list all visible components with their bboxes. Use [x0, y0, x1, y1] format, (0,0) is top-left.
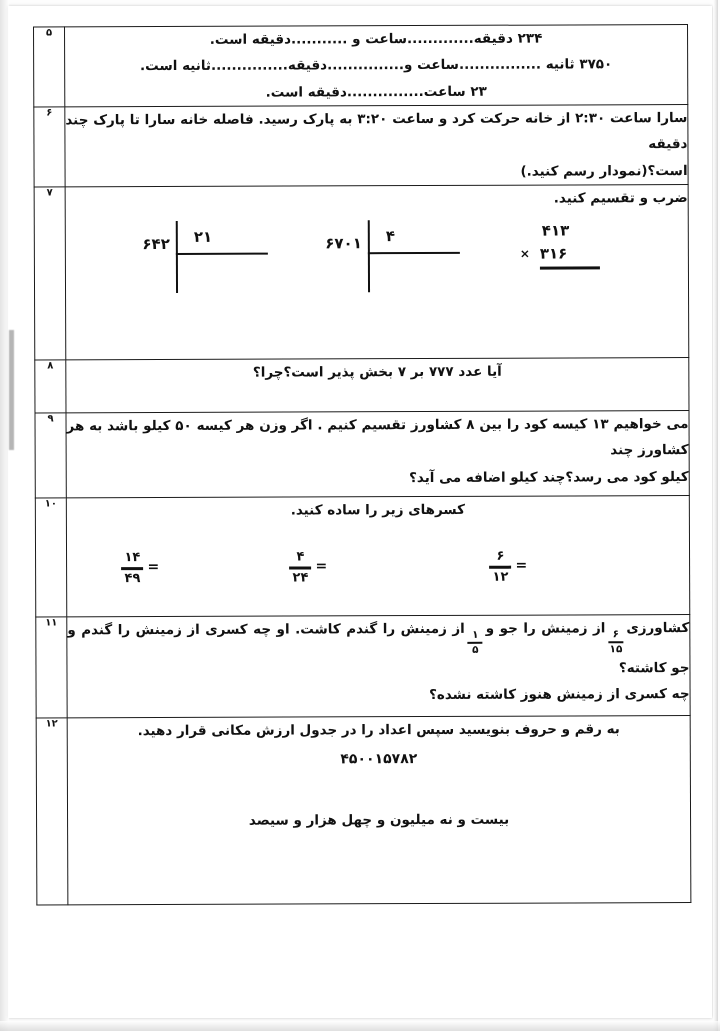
division-horizontal-line	[176, 253, 268, 255]
question-12-words: بیست و نه میلیون و چهل هزار و سیصد	[248, 811, 510, 829]
division-problem-2	[142, 221, 268, 293]
inline-fraction-1-denominator: ۱۵	[609, 642, 623, 655]
question-11-body	[67, 615, 690, 718]
division-vertical-line	[368, 220, 370, 292]
question-12-body	[67, 716, 691, 905]
division-bracket-2	[176, 221, 268, 293]
divisor-2: ۲۱	[193, 228, 213, 247]
question-11-number: ۱۱	[36, 617, 67, 718]
fraction-2	[289, 550, 311, 587]
question-6-number: ۶	[34, 107, 65, 187]
division-problem-1	[325, 220, 460, 293]
question-6-line-1: سارا ساعت ۲:۳۰ از خانه حرکت کرد و ساعت ۳:۲۰ به پارک رسید. فاصله خانه سارا تا پارک چند دقیقه	[65, 109, 688, 153]
scan-edge-bottom	[0, 1021, 720, 1031]
fraction-1	[489, 549, 511, 586]
question-6-line-2: است؟(نمودار رسم کنید.)	[520, 162, 688, 180]
question-5-line-3: ۲۳ ساعت...............دقیقه است.	[265, 83, 487, 101]
inline-fraction-2-denominator: ۵	[472, 643, 479, 656]
multiplication-rule-line	[540, 267, 600, 270]
fraction-3-denominator: ۴۹	[124, 571, 141, 587]
question-5-body	[65, 25, 688, 107]
multiplier: ۳۱۶	[539, 244, 568, 263]
division-bracket-1	[368, 220, 460, 292]
fraction-item-3	[121, 550, 159, 587]
fraction-item-2	[289, 550, 327, 587]
table-row	[34, 104, 688, 186]
question-10-fraction-row	[67, 522, 689, 616]
question-11-part-c: از زمینش را گندم کاشت. او چه کسری از زمینش را گندم و جو کاشته؟	[67, 621, 690, 676]
question-9-body	[66, 410, 689, 497]
question-7-body	[65, 184, 689, 359]
question-8-line-1: آیا عدد ۷۷۷ بر ۷ بخش پذیر است؟چرا؟	[252, 363, 502, 381]
scan-edge-right	[713, 0, 718, 1031]
fraction-bar	[489, 566, 511, 569]
question-9-line-2: کیلو کود می رسد؟چند کیلو اضافه می آید؟	[409, 468, 689, 486]
question-5-line-2: ۳۷۵۰ ثانیه ................ساعت و...............دقیقه...............ثانیه است.	[140, 56, 613, 75]
question-12-number: ۱۲	[36, 718, 68, 905]
fraction-3-numerator: ۱۴	[124, 550, 141, 566]
question-10-number: ۱۰	[35, 498, 66, 617]
question-10-body	[66, 495, 689, 617]
question-6-body	[65, 104, 688, 186]
equals-sign-1: =	[515, 557, 528, 574]
table-row	[36, 716, 691, 906]
inline-fraction-2	[468, 630, 483, 656]
question-9-line-1: می خواهیم ۱۳ کیسه کود را بین ۸ کشاورز تقسیم کنیم . اگر وزن هر کیسه ۵۰ کیلو باشد به هر کشاورز چند	[66, 415, 689, 459]
fraction-3	[121, 550, 143, 587]
answer-space	[68, 772, 690, 808]
question-11-part-d: چه کسری از زمینش هنوز کاشته نشده؟	[429, 685, 690, 703]
dividend-2: ۶۴۲	[142, 235, 170, 254]
fraction-item-1	[489, 549, 527, 586]
table-row	[35, 357, 689, 413]
question-12-numeral: ۴۵۰۰۱۵۷۸۲	[340, 750, 418, 767]
division-horizontal-line	[368, 252, 460, 254]
scan-artifact-smudge	[9, 330, 14, 450]
fraction-2-denominator: ۲۴	[292, 570, 309, 586]
equals-sign-2: =	[315, 558, 328, 575]
dividend-1: ۶۷۰۱	[325, 234, 362, 253]
table-row	[34, 184, 689, 360]
multiplicand: ۴۱۳	[541, 221, 570, 240]
multiplication-sign-icon: ×	[519, 246, 530, 261]
fraction-1-denominator: ۱۲	[492, 569, 509, 585]
exam-question-table	[33, 24, 691, 906]
question-11-part-b: از زمینش را جو و	[485, 620, 606, 637]
division-vertical-line	[176, 221, 178, 293]
table-row	[34, 25, 688, 107]
question-12-prompt: به رقم و حروف بنویسید سپس اعداد را در جدول ارزش مکانی قرار دهید.	[137, 721, 620, 740]
scan-edge-left	[0, 0, 9, 1031]
fraction-bar	[289, 567, 311, 570]
multiplier-row	[520, 242, 600, 265]
inline-fraction-2-numerator: ۱	[472, 628, 479, 641]
table-row	[36, 615, 690, 719]
equals-sign-3: =	[147, 559, 160, 576]
question-11-part-a: کشاورزی	[626, 620, 690, 637]
fraction-2-numerator: ۴	[296, 549, 305, 565]
question-7-number: ۷	[34, 187, 66, 360]
multiplication-problem	[520, 220, 600, 270]
table-row	[35, 410, 689, 498]
question-8-body	[66, 357, 689, 412]
divisor-1: ۴	[385, 227, 396, 246]
fraction-bar	[121, 568, 143, 571]
question-5-line-1: ۲۳۴ دقیقه.............ساعت و ...........دقیقه است.	[209, 30, 543, 48]
question-5-number: ۵	[34, 27, 65, 107]
inline-fraction-1	[608, 629, 623, 655]
table-row	[35, 495, 689, 617]
inline-fraction-1-numerator: ۶	[612, 628, 620, 641]
question-7-prompt: ضرب و تقسیم کنید.	[553, 189, 688, 207]
question-9-number: ۹	[35, 413, 66, 498]
question-10-prompt: کسرهای زیر را ساده کنید.	[290, 501, 466, 519]
question-8-number: ۸	[35, 360, 66, 413]
fraction-1-numerator: ۶	[496, 548, 505, 564]
